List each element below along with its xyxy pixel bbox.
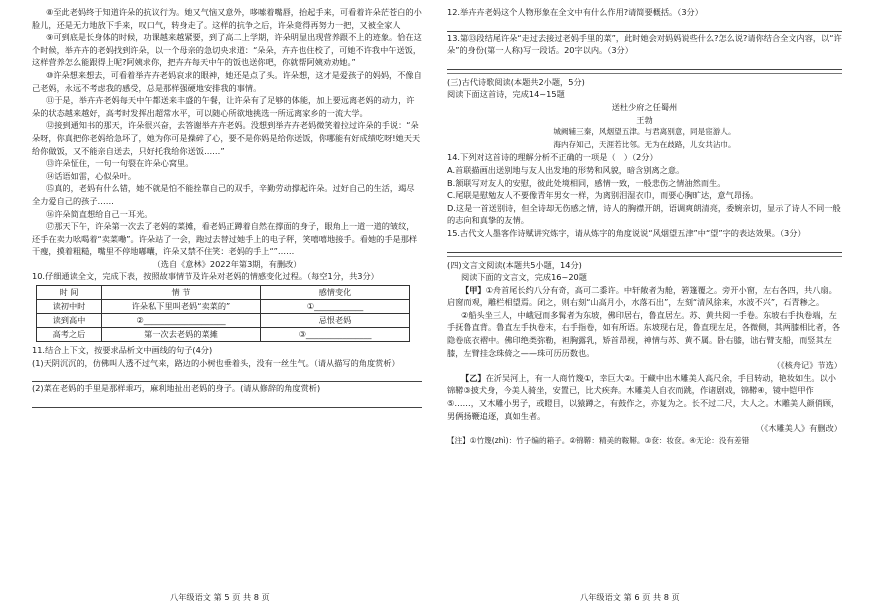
table-cell: 高考之后	[37, 328, 102, 342]
paragraph-10: ⑩许朵想来想去，可看着举卉卉老妈哀求的眼神，她还是点了头。许朵想，这才是爱孩子的妈妈，不像自己老妈，永远不考虑我的感受，总是那样强硬地安排我的事情。	[32, 69, 422, 93]
paragraph-16: ⑯许朵简直想给自己一耳光。	[46, 208, 153, 219]
annotation-note: 【注】①竹篾(zhì)：竹子编的箱子。②锦鞯：精美的鞍鞯。③奁：妆奁。④无论：没有差错	[447, 435, 750, 445]
section-4-intro: 阅读下面的文言文，完成16~20题	[461, 272, 587, 283]
answer-line[interactable]	[32, 369, 422, 382]
question-13: 13.第⑬段结尾许朵“走过去接过老妈手里的菜”，此时她会对妈妈说些什么?怎么说?请你结合全文内容，以“许朵”的身份(第一人称)写一段话。20字以内。（3分）	[447, 32, 842, 56]
question-10: 10.仔细通读全文，完成下表，按照故事情节及许朵对老妈的情感变化过程。（每空1分，共3分）	[32, 271, 379, 282]
article-source: （选自《意林》2022年第3期，有删改）	[152, 258, 302, 269]
passage-text: ①舟首尾长约八分有奇，高可二黍许。中轩敞者为舱，箬篷覆之。旁开小窗，左右各四，共八扇。启窗而观，雕栏相望焉。闭之，则右刻“山高月小，水落石出”，左刻“清风徐来，水波不兴”，石青糁之。	[447, 284, 837, 308]
option-d: D.这是一首送别诗，但全诗却无伤感之情，诗人的胸襟开朗，语调爽朗清亮，委婉亲切，显示了诗人不同一般的志向和真挚的友情。	[447, 202, 841, 226]
table-header: 情 节	[102, 286, 261, 300]
table-header: 感情变化	[261, 286, 410, 300]
table-cell: 许朵私下里叫老妈“卖菜的”	[102, 300, 261, 314]
paragraph-13: ⑬许朵怔住，一句一句裂在许朵心窝里。	[46, 158, 194, 169]
passage-jia	[447, 284, 842, 309]
section-4-title: (四)文言文阅读(本题共5小题，14分)	[447, 259, 582, 270]
answer-blank[interactable]: ①____________	[261, 300, 410, 314]
table-cell: 读初中时	[37, 300, 102, 314]
answer-line[interactable]	[447, 57, 842, 70]
table-header: 时 间	[37, 286, 102, 300]
passage-yi	[447, 372, 842, 422]
page-footer-left: 八年级语文 第 5 页 共 8 页	[170, 592, 270, 602]
question-11-part-2: (2)菜在老妈的手里是那样乖巧，麻利地扯出老妈的身子。(请从修辞的角度赏析)	[32, 383, 321, 394]
question-12: 12.举卉卉老妈这个人物形象在全文中有什么作用?请简要概括。（3分）	[447, 7, 703, 17]
paragraph-9: ⑨可到底是长身体的时候，功课越来越紧要，到了高二上学期，许朵明显出现营养跟不上的迹象。恰在这个时候，举卉卉的老妈找到许朵，以一个母亲的急切央求道：“朵朵，卉卉也住校了，可她不许我中午送饭，这样营养怎么能跟得上呢?阿姨求你，把卉卉每天中午的饭也送你吧，你就帮阿姨劝劝她。”	[32, 32, 422, 68]
answer-blank[interactable]: ③________________	[261, 328, 410, 342]
answer-line[interactable]	[447, 240, 842, 253]
option-c: C.尾联是慰勉友人不要像青年男女一样，为离别泪湿衣巾，而要心胸旷达，意气昂扬。	[447, 190, 759, 201]
poem-line: 城阙辅三秦，风烟望五津。与君离别意，同是宦游人。	[553, 127, 736, 137]
divider	[447, 73, 842, 74]
paragraph-17: ⑰那天下午，许朵第一次去了老妈的菜摊，看老妈正蹲着自然在撑面的身子，眼角上一道一道的皱纹，还手在卖力吆喝着“卖菜嘞”。许朵站了一会，跑过去替过她手上的电子秤，笑嘻嘻地接手。看她的手是那样干瘦，摸着粗糙，嘴里不停地嘟囔，许朵又禁不住笑：老妈的手上“”……	[32, 221, 418, 257]
table-row	[37, 328, 410, 342]
question-15: 15.古代文人墨客作诗赋讲究炼字，请从炼字的角度说说“风烟望五津”中“望”字的表达效果。（3分）	[447, 227, 806, 238]
paragraph-8: ⑧至此老妈终于知道许朵的抗议行为。她又气恼又意外，哆嗦着嘴唇，抬起手来，可看着许朵茫苍白的小脸儿，还是无力地放下手来，叹口气，转身走了。这样的抗争之后，许朵竟得再努力一把，又被全家人	[32, 7, 422, 30]
table-cell: 忌恨老妈	[261, 314, 410, 328]
section-3-intro: 阅读下面这首诗，完成14~15题	[447, 89, 565, 100]
paragraph-14: ⑭话语如雷，心似朵叶。	[46, 170, 137, 181]
section-3-title: (三)古代诗歌阅读(本题共2小题，5分)	[447, 76, 585, 87]
poem-title: 送杜少府之任蜀州	[611, 101, 678, 112]
passage-label: 【乙】	[461, 372, 486, 383]
passage-label: 【甲】	[461, 284, 486, 295]
page-footer-right: 八年级语文 第 6 页 共 8 页	[580, 592, 680, 602]
table-cell: 第一次去老妈的菜摊	[102, 328, 261, 342]
paragraph-15: ⑮真的，老妈有什么错，她不就是怕不能拴靠自己的双手，辛勤劳动撑起许朵。过好自己的生活，竭尽全力爱自己的孩子……	[32, 183, 415, 206]
table-row	[37, 300, 410, 314]
passage-text: 在沂吴河上，有一人商竹篾①，幸巨大②。于藏中出木雕美人高尺余，手目转动，艳妆如生。以小锦鞯③披犬身，今美人骑坐，安置已，比犬疾奔。木雕美人自衣而跳，作诸剧戏，锦鞯④，镜中铠甲作⑤……，又木雕小男子，或瞪目，以猿蹲之，有鼓作之，亦复为之。长不过二尺，大人之。木雕美人颜俏顾，男俩扬鞭追逐，真如生者。	[447, 372, 840, 421]
answer-blank[interactable]: ②____________________	[102, 314, 261, 328]
question-11-part-1: (1)天阴沉沉的，仿佛叫人透不过气来，路边的小树也垂着头，没有一丝生气。（请从描写的角度赏析）	[32, 357, 400, 368]
option-a: A.首联描画出送别地与友人出发地的形势和风貌，暗含别离之意。	[447, 164, 685, 175]
paragraph-12: ⑫接到通知书的那天，许朵很兴奋，去答谢举卉卉老妈。没想到举卉卉老妈微笑着拉过许朵的手说：“朵朵呀，你真把你老妈给急坏了，她为你可是操碎了心，要不是你妈是给你送饭，你哪能有好成绩吃呀!她天天给你做饭，又不能亲自送去，只好托我给你送饭……”	[32, 120, 421, 156]
emotion-table	[36, 285, 410, 342]
passage-source: （《核舟记》节选）	[772, 360, 842, 371]
poem-line: 海内存知己，天涯若比邻。无为在歧路，儿女共沾巾。	[553, 139, 736, 149]
question-11: 11.结合上下文，按要求品析文中画线的句子(4分)	[32, 345, 213, 356]
option-b: B.颔联写对友人的安慰，彼此处境相同，感情一致，一般悲伤之情油然而生。	[447, 177, 726, 188]
answer-line[interactable]	[32, 395, 422, 408]
answer-line[interactable]	[447, 19, 842, 32]
table-header-row	[37, 286, 410, 300]
paragraph-11: ⑪于是，举卉卉老妈每天中午都送来丰盛的午餐，让许朵有了足够的体能，加上要远离老妈的动力，许朵的状态越来越好，高考时发挥出超常水平，可以随心所欲地挑选一所远离家乡的一流大学。	[32, 95, 415, 118]
passage-source: （《木雕美人》有删改）	[756, 423, 842, 434]
passage-jia-2: ②船头坐三人，中峨冠而多髯者为东坡，佛印居右，鲁直居左。苏、黄共阅一手卷。东坡右手执卷端，左手抚鲁直背。鲁直左手执卷末，右手指卷，如有所语。东坡现右足，鲁直现左足，各微侧，其两膝相比者，各隐卷底衣褶中。佛印绝类弥勒，袒胸露乳，矫首昂视，神情与苏、黄不属。卧右膝，诎右臂支船，而竖其左膝，左臂挂念珠倚之——珠可历历数也。	[447, 309, 841, 358]
poem-author: 王勃	[636, 114, 653, 125]
divider	[447, 256, 842, 257]
question-14: 14.下列对这首诗的理解分析不正确的一项是（ ）（2分）	[447, 152, 658, 163]
right-page	[447, 6, 842, 447]
left-page	[32, 6, 422, 408]
table-cell: 读到高中	[37, 314, 102, 328]
table-row	[37, 314, 410, 328]
